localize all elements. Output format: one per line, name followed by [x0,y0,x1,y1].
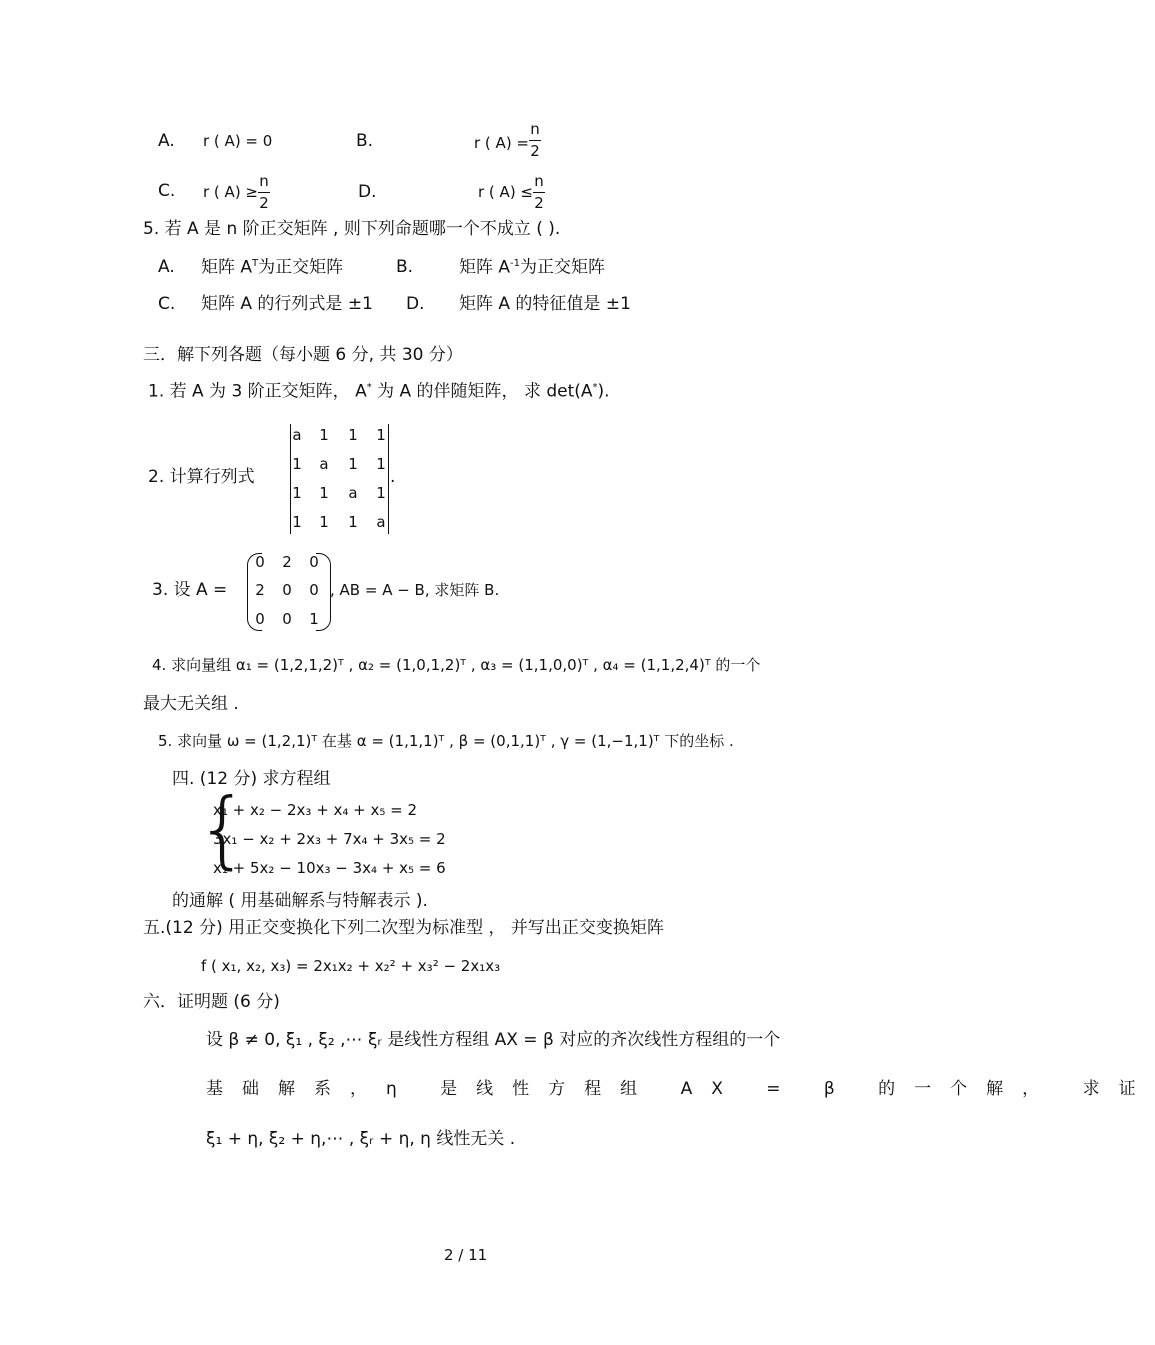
q5-option-d-text: 矩阵 A 的特征值是 ±1 [459,294,631,314]
proof-line-1: 设 β ≠ 0, ξ₁ , ξ₂ ,⋯ ξᵣ 是线性方程组 AX = β 对应的齐次线性方程组的一个 [206,1030,781,1050]
q5-option-b-tail: 为正交矩阵 [520,257,606,278]
q4-option-a-letter: A. [158,131,175,151]
proof-line-3: ξ₁ + η, ξ₂ + η,⋯ , ξᵣ + η, η 线性无关 . [206,1129,516,1149]
matrix-cell: 0 [255,553,265,571]
determinant-cell: a [319,455,329,473]
determinant-cell: 1 [292,513,302,531]
q4-option-d-fraction [533,174,545,211]
q4-option-b-expr: r ( A) = [474,134,530,152]
fraction-numerator: n [259,172,269,190]
proof-line-2: 基础解系，η 是线性方程组 AX = β 的一个解， 求证 [206,1079,1155,1099]
determinant-cell: 1 [319,484,329,502]
q5-stem: 5. 若 A 是 n 阶正交矩阵 , 则下列命题哪一个不成立 ( ). [143,219,561,239]
q4-option-b-fraction [529,122,541,159]
matrix-cell: 2 [255,581,265,599]
sec3-problem-3-label: 3. 设 A = [152,580,228,600]
q5-option-c-text: 矩阵 A 的行列式是 ±1 [201,294,373,314]
sec3-problem-3-tail: , AB = A − B, 求矩阵 B. [330,581,500,599]
determinant-cell: 1 [348,426,358,444]
q4-option-d-letter: D. [358,182,377,202]
fraction-numerator: n [530,120,540,138]
fraction-denominator: 2 [534,194,544,212]
quadratic-form: f ( x₁, x₂, x₃) = 2x₁x₂ + x₂² + x₃² − 2x₁x₃ [201,957,501,975]
q5-option-c-letter: C. [158,294,176,314]
sec3-p1-end: ). [597,381,610,402]
q4-option-a-expr: r ( A) = 0 [203,132,273,150]
sec3-problem-5: 5. 求向量 ω = (1,2,1)ᵀ 在基 α = (1,1,1)ᵀ , β = (0,1,1)ᵀ , γ = (1,−1,1)ᵀ 下的坐标 . [158,732,734,750]
q4-option-c-letter: C. [158,181,176,201]
q4-option-c-fraction [258,174,270,211]
sec3-problem-1 [148,383,610,401]
section-5-heading: 五.(12 分) 用正交变换化下列二次型为标准型 ， 并写出正交变换矩阵 [143,918,664,938]
fraction-numerator: n [534,172,544,190]
section-4-tail: 的通解 ( 用基础解系与特解表示 ). [172,891,428,911]
section-6-heading: 六．证明题 (6 分) [143,992,280,1012]
q5-option-b-main: 矩阵 A [459,257,511,278]
fraction-denominator: 2 [259,194,269,212]
sec3-p1-start: 1. 若 A 为 3 阶正交矩阵， A [148,381,367,402]
q5-option-b-text [459,259,605,277]
matrix-cell: 0 [255,610,265,628]
sec3-problem-4-line-2: 最大无关组 . [143,694,239,714]
determinant-cell: 1 [292,484,302,502]
matrix-cell: 0 [282,610,292,628]
sec3-p1-mid: 为 A 的伴随矩阵， 求 det(A [377,381,593,402]
determinant-cell: 1 [319,426,329,444]
q4-option-c-expr: r ( A) ≥ [203,183,259,201]
determinant-cell: 1 [376,426,386,444]
determinant-cell: 1 [348,513,358,531]
determinant-cell: 1 [376,484,386,502]
determinant-cell: a [376,513,386,531]
system-brace: { [196,780,250,878]
determinant-cell: 1 [348,455,358,473]
q4-option-b-letter: B. [356,131,374,151]
matrix-cell: 2 [282,553,292,571]
adjugate-star: * [366,382,372,393]
q5-option-a-letter: A. [158,257,175,277]
determinant-cell: a [292,426,302,444]
determinant-period: . [390,467,396,487]
sec3-problem-2-label: 2. 计算行列式 [148,467,255,487]
q5-option-a-main: 矩阵 A [201,257,253,278]
q5-option-a-sup: T [252,258,259,269]
determinant-cell: 1 [376,455,386,473]
section-4-heading: 四. (12 分) 求方程组 [172,769,331,789]
fraction-denominator: 2 [530,142,540,160]
q5-option-d-letter: D. [406,294,425,314]
matrix-cell: 0 [282,581,292,599]
determinant-cell: a [348,484,358,502]
page-number: 2 / 11 [444,1246,488,1264]
q5-option-b-sup: -1 [510,258,521,269]
q4-option-d-expr: r ( A) ≤ [478,183,534,201]
matrix-cell: 1 [309,610,319,628]
q5-option-a-tail: 为正交矩阵 [258,257,344,278]
adjugate-star: * [592,382,598,393]
equation-2: 3x₁ − x₂ + 2x₃ + 7x₄ + 3x₅ = 2 [213,830,446,848]
matrix-cell: 0 [309,581,319,599]
equation-3: x₁ + 5x₂ − 10x₃ − 3x₄ + x₅ = 6 [213,859,446,877]
section-3-heading: 三．解下列各题（每小题 6 分, 共 30 分） [143,345,463,365]
q5-option-a-text [201,259,343,277]
matrix-cell: 0 [309,553,319,571]
equation-1: x₁ + x₂ − 2x₃ + x₄ + x₅ = 2 [213,801,418,819]
sec3-problem-4-line-1: 4. 求向量组 α₁ = (1,2,1,2)ᵀ , α₂ = (1,0,1,2)ᵀ , α₃ = (1,1,0,0)ᵀ , α₄ = (1,1,2,4)ᵀ 的一个 [152,656,761,674]
q5-option-b-letter: B. [396,257,414,277]
determinant-cell: 1 [319,513,329,531]
determinant-cell: 1 [292,455,302,473]
